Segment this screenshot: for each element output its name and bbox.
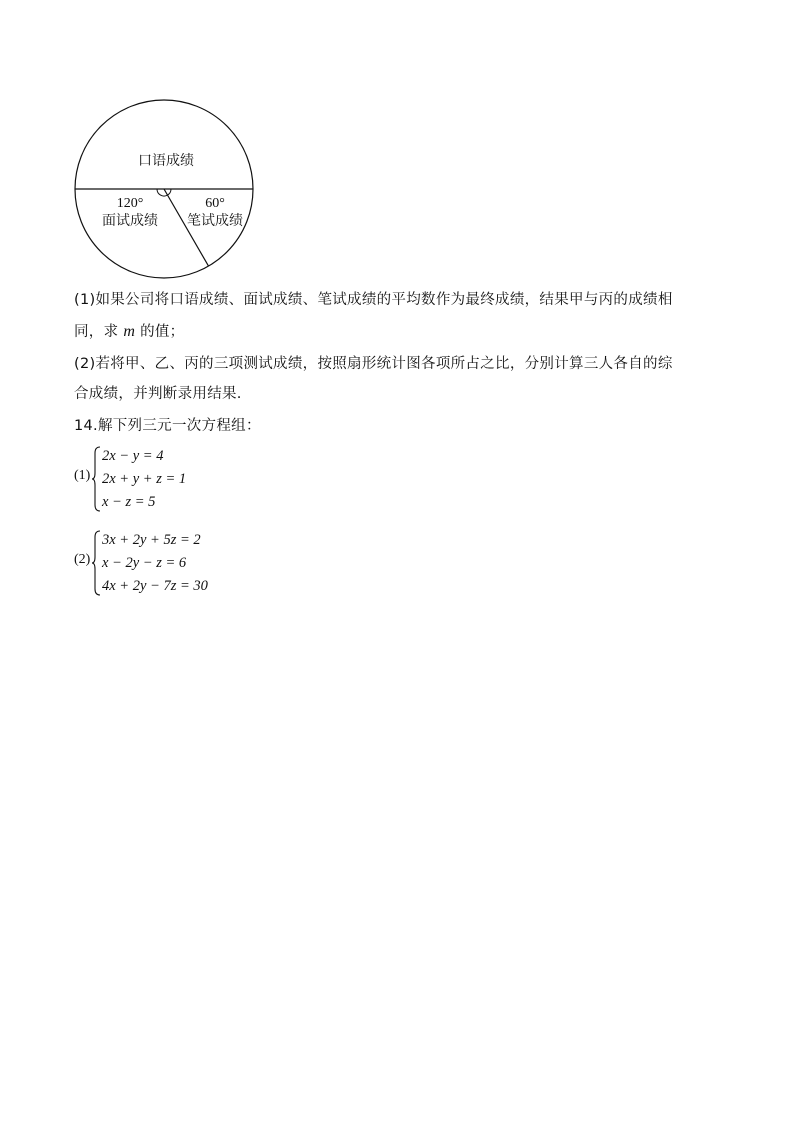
question14-title: 14.解下列三元一次方程组： [74, 418, 261, 434]
system-2-label: (2) [74, 552, 91, 567]
sector-angle-interview: 120° [116, 196, 144, 211]
variable-m: m [123, 323, 136, 340]
equation-system-1 [74, 446, 234, 512]
question-part1-line2 [74, 322, 184, 342]
question-part2-line2: 合成绩，并判断录用结果. [74, 386, 242, 402]
sector-label-interview: 面试成绩 [102, 213, 158, 229]
sector-angle-written: 60° [205, 196, 225, 211]
question-part2-line1: (2)若将甲、乙、丙的三项测试成绩，按照扇形统计图各项所占之比，分别计算三人各自的综 [74, 356, 673, 372]
system-1-equation-2: 2x + y + z = 1 [102, 471, 187, 487]
sector-label-oral: 口语成绩 [138, 153, 194, 169]
system-1-equation-1: 2x − y = 4 [102, 448, 164, 464]
system-1-label: (1) [74, 468, 91, 483]
system-2-equation-3: 4x + 2y − 7z = 30 [102, 578, 208, 594]
system-2-equation-2: x − 2y − z = 6 [102, 555, 187, 571]
left-brace-icon [92, 446, 102, 512]
left-brace-icon [92, 530, 102, 596]
pie-chart-svg [70, 98, 258, 282]
system-2-equation-1: 3x + 2y + 5z = 2 [102, 532, 201, 548]
question-part1-line1: (1)如果公司将口语成绩、面试成绩、笔试成绩的平均数作为最终成绩，结果甲与丙的成绩相 [74, 292, 673, 308]
system-1-equation-3: x − z = 5 [102, 494, 156, 510]
pie-chart-figure [70, 98, 258, 282]
sector-label-written: 笔试成绩 [187, 213, 243, 229]
equation-system-2 [74, 530, 254, 596]
question-part1-line2-after: 的值； [135, 324, 185, 340]
question-part1-line2-before: 同，求 [74, 324, 124, 340]
